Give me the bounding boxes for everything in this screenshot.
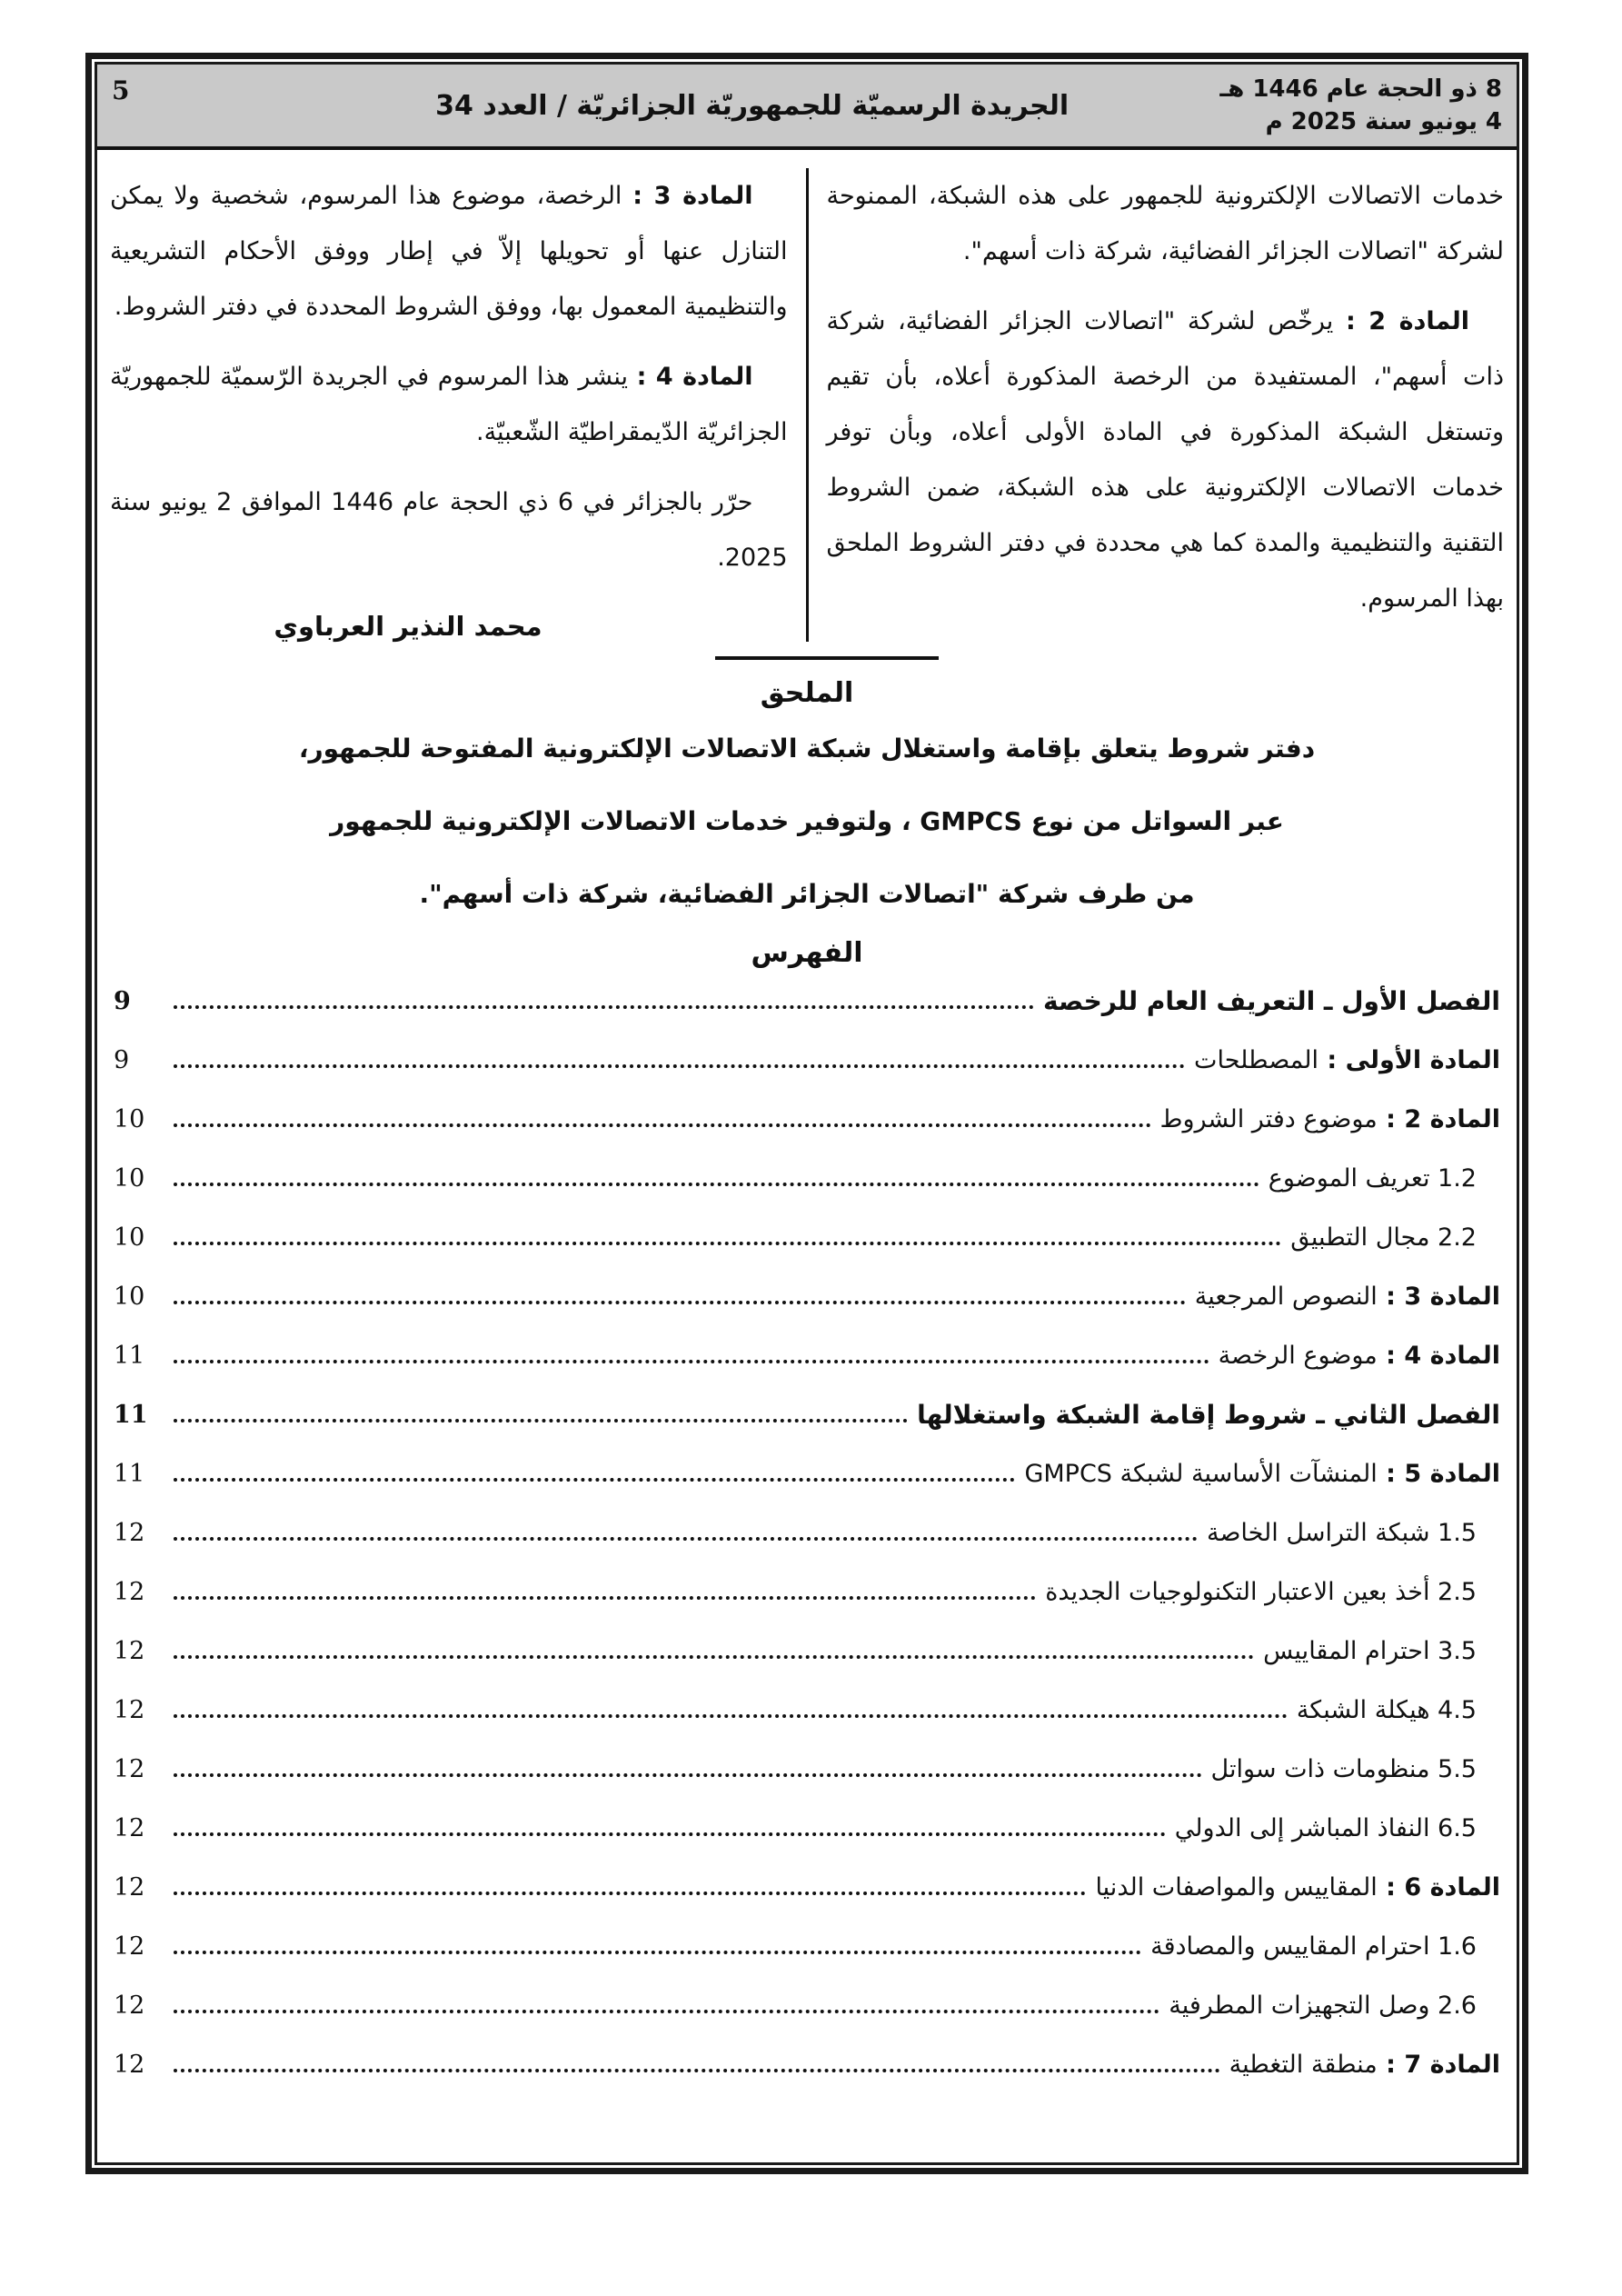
toc-leader-dots [174,1714,1288,1718]
toc-page-number: 12 [114,1696,145,1724]
toc-entry-title: المادة الأولى : المصطلحات [1194,1046,1500,1074]
toc-leader-dots [174,1419,908,1423]
column-divider [806,168,809,642]
toc [97,973,1517,2081]
toc-entry-title: المادة 6 : المقاييس والمواصفات الدنيا [1095,1873,1500,1902]
toc-entry-title: 1.5 شبكة التراسل الخاصة [1207,1519,1477,1547]
decree-column-left [110,168,806,642]
toc-leader-dots [174,1005,1034,1009]
toc-page-number: 12 [114,1578,145,1606]
toc-leader-dots [174,1064,1185,1068]
toc-row [114,1812,1500,1844]
toc-entry-title: الفصل الأول ـ التعريف العام للرخصة [1043,986,1500,1016]
toc-row [114,1635,1500,1667]
issuance-date-line: حرّر بالجزائر في 6 ذي الحجة عام 1446 الموافق 2 يونيو سنة 2025. [110,488,788,572]
toc-entry-label: المادة 4 : [1377,1342,1500,1370]
toc-leader-dots [174,2069,1220,2072]
toc-row [114,1576,1500,1608]
section-separator-rule [715,656,939,660]
toc-page-number: 10 [114,1283,145,1311]
toc-row [114,1931,1500,1962]
paragraph-continuation: خدمات الاتصالات الإلكترونية للجمهور على هذه الشبكة، الممنوحة لشركة "اتصالات الجزائر الفضائية، شركة ذات أسهم". [826,182,1504,265]
toc-leader-dots [174,1892,1086,1895]
toc-entry-title: 3.5 احترام المقاييس [1263,1637,1477,1665]
article-2-text: يرخّص لشركة "اتصالات الجزائر الفضائية، شركة ذات أسهم"، المستفيدة من الرخصة المذكورة أعلاه، بأن تقيم وتستغل الشبكة المذكورة في المادة الأولى أعلاه، وبأن توفر خدمات الاتصالات الإلكترونية على هذه الشبكة، ضمن الشروط التقنية والتنظيمية والمدة كما هي محددة في دفتر الشروط الملحق بهذا المرسوم. [826,307,1504,613]
toc-page-number: 10 [114,1223,145,1252]
toc-row [114,1458,1500,1490]
toc-leader-dots [174,2010,1159,2013]
toc-page-number: 11 [114,1401,148,1429]
page-number: 5 [112,75,130,105]
page-frame-inner [95,62,1519,2165]
toc-heading: الفهرس [751,937,863,969]
toc-page-number: 12 [114,1932,145,1961]
toc-entry-title: 2.2 مجال التطبيق [1290,1223,1477,1252]
toc-leader-dots [174,1301,1186,1304]
article-3-text: الرخصة، موضوع هذا المرسوم، شخصية ولا يمكن التنازل عنها أو تحويلها إلاّ في إطار ووفق الأحكام التشريعية والتنظيمية المعمول بها، ووفق الشروط المحددة في دفتر الشروط. [110,182,788,321]
masthead [97,65,1517,150]
paragraph-article-3 [110,168,788,334]
toc-entry-label: المادة الأولى : [1318,1046,1500,1074]
toc-row [114,1694,1500,1726]
toc-row [114,985,1500,1017]
toc-entry-title: 2.6 وصل التجهيزات المطرفية [1169,1992,1477,2020]
toc-row [114,1517,1500,1549]
toc-entry-title: 1.2 تعريف الموضوع [1268,1164,1477,1193]
decree-body [97,150,1517,642]
toc-leader-dots [174,1951,1141,1954]
toc-entry-title: 5.5 منظومات ذات سواتل [1210,1755,1477,1783]
toc-entry-title: المادة 3 : النصوص المرجعية [1194,1283,1500,1311]
article-3-label: المادة 3 : [632,182,753,210]
article-2-label: المادة 2 : [1345,307,1469,335]
paragraph-article-2 [827,294,1505,626]
toc-page-number: 12 [114,1637,145,1665]
toc-page-number: 11 [114,1342,145,1370]
toc-entry-title: المادة 5 : المنشآت الأساسية لشبكة GMPCS [1024,1460,1500,1488]
decree-column-right [809,168,1505,642]
toc-entry-title: 1.6 احترام المقاييس والمصادقة [1150,1932,1477,1961]
toc-entry-title: 6.5 النفاذ المباشر إلى الدولي [1174,1814,1477,1842]
toc-entry-title: المادة 7 : منطقة التغطية [1229,2051,1500,2079]
toc-entry-label: المادة 5 : [1377,1460,1500,1488]
date-hijri: 8 ذو الحجة عام 1446 هـ [1219,75,1502,103]
toc-row [114,1872,1500,1903]
toc-row [114,1990,1500,2021]
toc-page-number: 12 [114,1873,145,1902]
toc-leader-dots [174,1773,1202,1777]
toc-leader-dots [174,1478,1015,1482]
toc-row [114,1163,1500,1194]
toc-page-number: 9 [114,987,131,1015]
toc-page-number: 12 [114,2051,145,2079]
toc-row [114,1340,1500,1372]
toc-entry-label: المادة 2 : [1377,1105,1500,1133]
toc-page-number: 11 [114,1460,145,1488]
article-4-label: المادة 4 : [636,363,753,391]
toc-leader-dots [174,1123,1151,1127]
toc-leader-dots [174,1242,1281,1245]
toc-leader-dots [174,1183,1259,1186]
article-4-text: ينشر هذا المرسوم في الجريدة الرّسميّة للجمهوريّة الجزائريّة الدّيمقراطيّة الشّعبيّة. [110,363,788,446]
date-gregorian: 4 يونيو سنة 2025 م [1265,108,1502,135]
toc-entry-title: 2.5 أخذ بعين الاعتبار التكنولوجيات الجديدة [1045,1578,1477,1606]
toc-page-number: 12 [114,1992,145,2020]
annex-title-line-2: عبر السواتل من نوع GMPCS ، ولتوفير خدمات الاتصالات الإلكترونية للجمهور [330,806,1284,836]
toc-leader-dots [174,1596,1036,1600]
toc-row [114,2049,1500,2081]
toc-page-number: 12 [114,1755,145,1783]
toc-page-number: 12 [114,1519,145,1547]
toc-leader-dots [174,1360,1209,1363]
toc-row [114,1281,1500,1313]
toc-entry-title: المادة 2 : موضوع دفتر الشروط [1159,1105,1500,1133]
toc-row [114,1044,1500,1076]
toc-leader-dots [174,1537,1198,1541]
toc-page-number: 9 [114,1046,130,1074]
toc-entry-label: المادة 3 : [1377,1283,1500,1311]
annex-heading: الملحق [760,677,854,709]
toc-leader-dots [174,1832,1166,1836]
toc-entry-label: المادة 6 : [1377,1873,1500,1902]
annex-title-line-1: دفتر شروط يتعلق بإقامة واستغلال شبكة الاتصالات الإلكترونية المفتوحة للجمهور، [298,734,1316,764]
toc-entry-title: 4.5 هيكلة الشبكة [1296,1696,1477,1724]
toc-entry-label: المادة 7 : [1377,2051,1500,2079]
annex-title-line-3: من طرف شركة "اتصالات الجزائر الفضائية، شركة ذات أسهم". [419,879,1195,909]
toc-leader-dots [174,1655,1254,1659]
toc-page-number: 12 [114,1814,145,1842]
toc-entry-title: المادة 4 : موضوع الرخصة [1218,1342,1500,1370]
toc-row [114,1753,1500,1785]
toc-row [114,1222,1500,1253]
gazette-title: الجريدة الرسميّة للجمهوريّة الجزائريّة / العدد 34 [435,89,1070,122]
masthead-dates [1219,73,1502,138]
paragraph-article-4 [110,349,788,460]
signature-name: محمد النذير العرباوي [274,611,542,642]
toc-entry-title: الفصل الثاني ـ شروط إقامة الشبكة واستغلالها [917,1400,1500,1430]
toc-row [114,1399,1500,1431]
toc-page-number: 10 [114,1105,145,1133]
toc-page-number: 10 [114,1164,145,1193]
toc-row [114,1103,1500,1135]
page-frame-outer [85,53,1528,2174]
